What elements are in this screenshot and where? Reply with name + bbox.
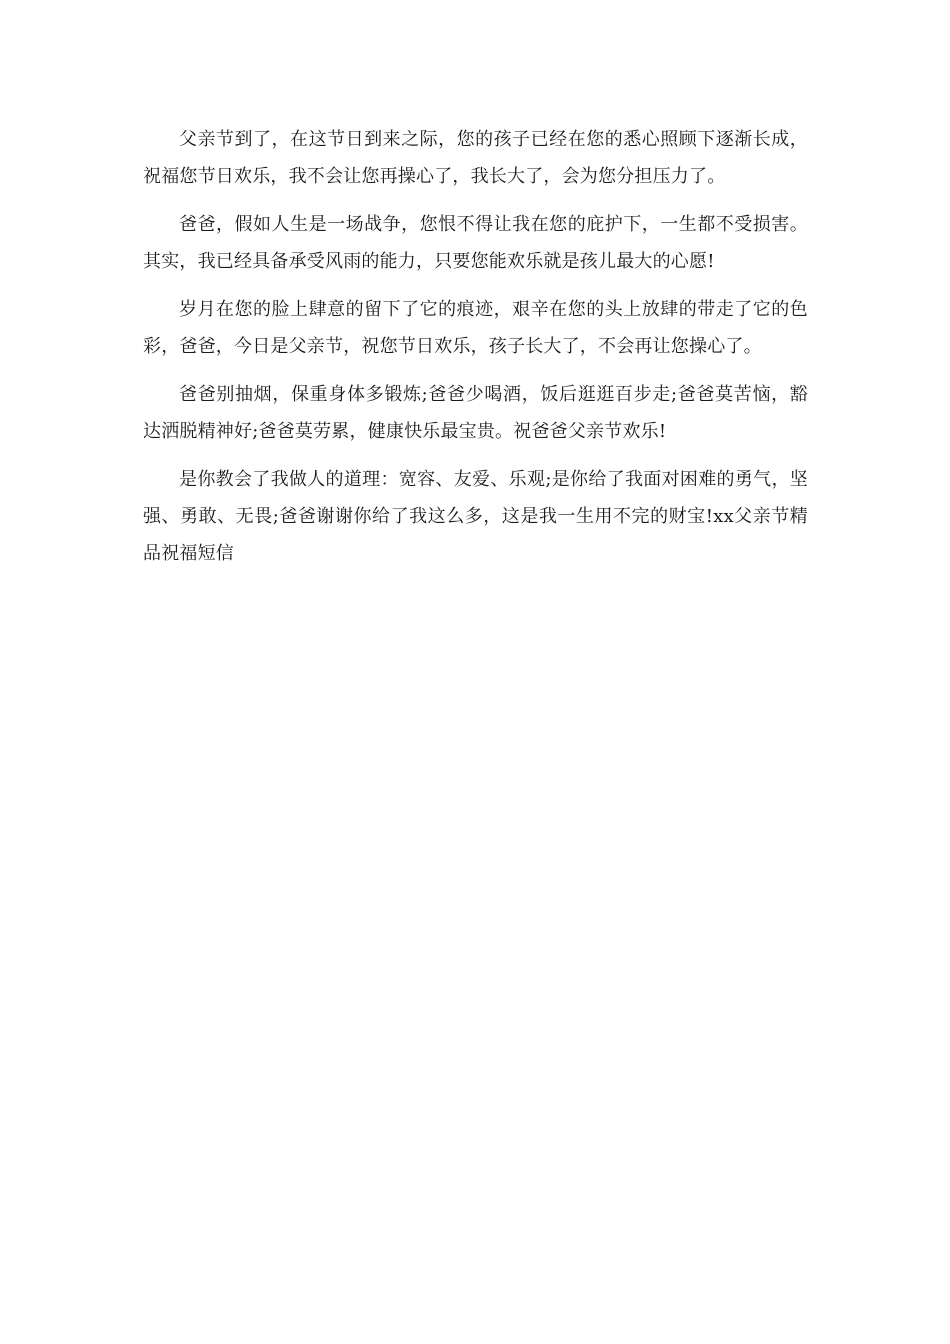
paragraph-2: 爸爸，假如人生是一场战争，您恨不得让我在您的庇护下，一生都不受损害。其实，我已经具备承受风雨的能力，只要您能欢乐就是孩儿最大的心愿! bbox=[143, 214, 808, 272]
document-body bbox=[143, 121, 808, 583]
paragraph-4: 爸爸别抽烟，保重身体多锻炼;爸爸少喝酒，饭后逛逛百步走;爸爸莫苦恼，豁达洒脱精神好;爸爸莫劳累，健康快乐最宝贵。祝爸爸父亲节欢乐! bbox=[143, 384, 808, 442]
paragraph-1: 父亲节到了，在这节日到来之际，您的孩子已经在您的悉心照顾下逐渐长成，祝福您节日欢乐，我不会让您再操心了，我长大了，会为您分担压力了。 bbox=[143, 129, 808, 187]
paragraph-3: 岁月在您的脸上肆意的留下了它的痕迹，艰辛在您的头上放肆的带走了它的色彩，爸爸，今日是父亲节，祝您节日欢乐，孩子长大了，不会再让您操心了。 bbox=[143, 299, 808, 357]
paragraph-5: 是你教会了我做人的道理：宽容、友爱、乐观;是你给了我面对困难的勇气，坚强、勇敢、无畏;爸爸谢谢你给了我这么多，这是我一生用不完的财宝!xx父亲节精品祝福短信 bbox=[143, 469, 808, 564]
